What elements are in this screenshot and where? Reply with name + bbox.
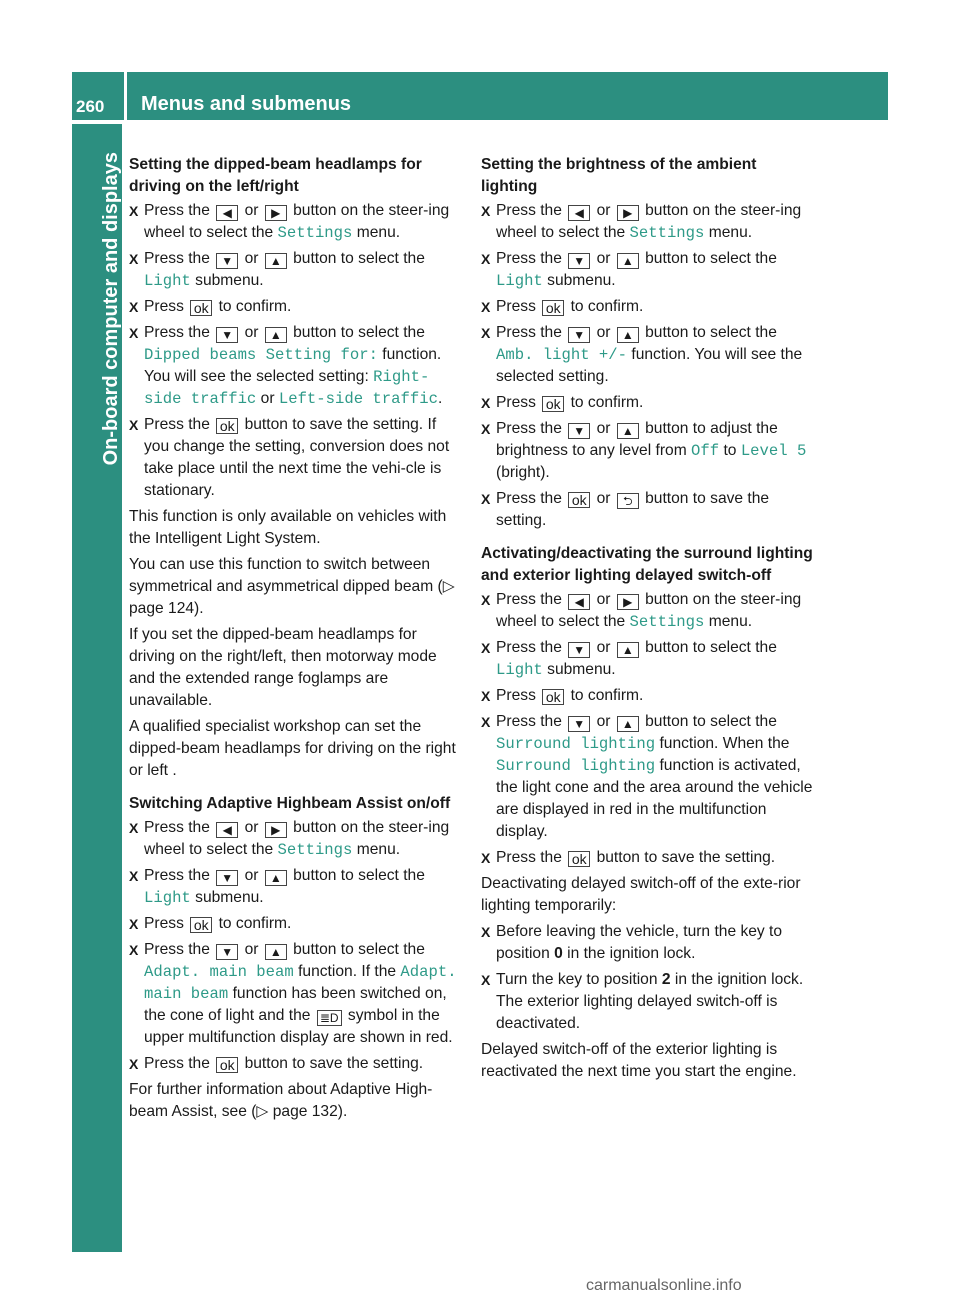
display-text: Light	[144, 272, 191, 290]
down-arrow-key-icon: ▼	[216, 944, 238, 960]
up-arrow-key-icon: ▲	[617, 423, 639, 439]
step-text: symbol in the upper multifunction display are shown in red.	[144, 1007, 453, 1046]
step-text: to confirm.	[570, 687, 644, 704]
body-paragraph: Delayed switch-off of the exterior lighting is reactivated the next time you start the engine.	[481, 1041, 797, 1080]
step-text: Press the	[144, 324, 210, 341]
right-arrow-key-icon: ▶	[265, 822, 287, 838]
up-arrow-key-icon: ▲	[265, 253, 287, 269]
step-text: Press the	[144, 819, 210, 836]
step-text: Press the	[144, 416, 210, 433]
step-text: button to save the setting.	[596, 849, 776, 866]
step-text: or	[596, 713, 611, 730]
instruction-step	[129, 322, 460, 410]
step-text: or	[244, 867, 259, 884]
instruction-step	[129, 817, 460, 861]
instruction-step	[129, 200, 460, 244]
step-arrow-icon: X	[129, 325, 139, 341]
step-text: Press the	[144, 202, 210, 219]
step-arrow-icon: X	[481, 972, 491, 988]
step-arrow-icon: X	[481, 688, 491, 704]
step-text: button to select the	[645, 250, 777, 267]
step-text: submenu.	[195, 889, 264, 906]
display-text: Amb. light +/-	[496, 346, 628, 364]
instruction-step	[129, 248, 460, 292]
step-arrow-icon: X	[481, 491, 491, 507]
display-text: Surround lighting	[496, 757, 656, 775]
step-text: If the	[361, 963, 397, 980]
left-column	[129, 154, 460, 1127]
instruction-step	[481, 322, 815, 388]
step-arrow-icon: X	[129, 1056, 139, 1072]
instruction-step	[129, 913, 460, 935]
step-text: Press the	[496, 202, 562, 219]
step-text: If you change the setting, conversion does not take place until the next time the vehi-cle is stationary.	[144, 416, 450, 499]
instruction-step	[481, 589, 815, 633]
step-text: Press the	[144, 867, 210, 884]
step-text: or	[596, 591, 611, 608]
left-arrow-key-icon: ◀	[216, 205, 238, 221]
step-text: button to select the	[293, 250, 425, 267]
ok-key-icon: ok	[542, 689, 564, 705]
up-arrow-key-icon: ▲	[617, 642, 639, 658]
step-arrow-icon: X	[481, 251, 491, 267]
display-text: Level 5	[740, 442, 807, 460]
body-paragraph: This function is only available on vehicles with the Intelligent Light System.	[129, 508, 447, 547]
ok-key-icon: ok	[190, 917, 212, 933]
step-text: menu.	[708, 224, 753, 241]
side-tab-label: On-board computer and displays	[100, 152, 122, 466]
step-text: or	[244, 250, 259, 267]
down-arrow-key-icon: ▼	[568, 716, 590, 732]
right-column	[481, 154, 815, 1087]
step-text: Press the	[496, 713, 562, 730]
down-arrow-key-icon: ▼	[216, 253, 238, 269]
display-text: Light	[496, 661, 543, 679]
instruction-step	[481, 488, 815, 532]
section-heading: Activating/deactivating the surround lighting and exterior lighting delayed switch-off	[481, 545, 813, 584]
ok-key-icon: ok	[542, 396, 564, 412]
step-text: or	[596, 250, 611, 267]
step-text: button on the steer-ing wheel to select the	[496, 591, 802, 630]
step-arrow-icon: X	[129, 868, 139, 884]
step-arrow-icon: X	[129, 820, 139, 836]
up-arrow-key-icon: ▲	[617, 253, 639, 269]
step-text: or	[260, 390, 275, 407]
step-text: button to select the	[645, 324, 777, 341]
step-text: Press the	[144, 941, 210, 958]
down-arrow-key-icon: ▼	[568, 253, 590, 269]
step-arrow-icon: X	[129, 203, 139, 219]
header-separator	[124, 72, 127, 120]
left-arrow-key-icon: ◀	[216, 822, 238, 838]
step-text: Before leaving the vehicle, turn the key to position	[496, 923, 783, 962]
instruction-step	[129, 865, 460, 909]
instruction-step	[129, 296, 460, 318]
ok-key-icon: ok	[568, 492, 590, 508]
step-text: to confirm.	[570, 298, 644, 315]
step-text: Press the	[144, 1055, 210, 1072]
step-text: button to select the	[645, 713, 777, 730]
display-text: Adapt. main beam	[144, 963, 294, 981]
display-text: Left-side traffic	[278, 390, 438, 408]
step-text: button to save the setting.	[496, 490, 770, 529]
step-text: button to select the	[645, 639, 777, 656]
step-arrow-icon: X	[129, 299, 139, 315]
step-text: or	[244, 819, 259, 836]
left-arrow-key-icon: ◀	[568, 594, 590, 610]
step-text: submenu.	[547, 272, 616, 289]
down-arrow-key-icon: ▼	[216, 870, 238, 886]
step-arrow-icon: X	[481, 714, 491, 730]
body-paragraph: A qualified specialist workshop can set the dipped-beam headlamps for driving on the right or left .	[129, 718, 456, 779]
display-text: Adapt. main beam	[144, 963, 457, 1003]
step-text: function.	[298, 963, 358, 980]
step-text: or	[596, 324, 611, 341]
step-text: Press	[144, 298, 184, 315]
step-arrow-icon: X	[129, 417, 139, 433]
display-text: Settings	[277, 224, 353, 242]
step-text: function.	[659, 735, 719, 752]
step-text: Press the	[496, 639, 562, 656]
right-arrow-key-icon: ▶	[617, 205, 639, 221]
instruction-step	[481, 200, 815, 244]
step-text: submenu.	[547, 661, 616, 678]
step-arrow-icon: X	[481, 203, 491, 219]
step-text: Press the	[496, 490, 562, 507]
down-arrow-key-icon: ▼	[568, 327, 590, 343]
down-arrow-key-icon: ▼	[216, 327, 238, 343]
step-arrow-icon: X	[129, 916, 139, 932]
instruction-step	[481, 847, 815, 869]
step-text: button on the steer-ing wheel to select the	[144, 819, 450, 858]
step-arrow-icon: X	[129, 942, 139, 958]
up-arrow-key-icon: ▲	[265, 327, 287, 343]
instruction-step	[481, 392, 815, 414]
step-text: Press the	[496, 250, 562, 267]
back-key-icon: ⮌	[617, 493, 639, 509]
ok-key-icon: ok	[216, 418, 238, 434]
step-text: button on the steer-ing wheel to select the	[496, 202, 802, 241]
step-text: button to save the setting.	[244, 1055, 424, 1072]
step-text: menu.	[356, 224, 401, 241]
step-text: Press the	[496, 591, 562, 608]
down-arrow-key-icon: ▼	[568, 642, 590, 658]
step-text: Turn the key to position	[496, 971, 658, 988]
step-text: or	[596, 202, 611, 219]
step-text: to	[723, 442, 737, 459]
body-paragraph: For further information about Adaptive High-beam Assist, see (▷ page 132).	[129, 1081, 433, 1120]
step-text: button to select the	[293, 324, 425, 341]
step-text: function.	[631, 346, 691, 363]
ok-key-icon: ok	[542, 300, 564, 316]
up-arrow-key-icon: ▲	[617, 327, 639, 343]
section-heading: Switching Adaptive Highbeam Assist on/off	[129, 795, 451, 812]
display-text: Dipped beams Setting for:	[144, 346, 378, 364]
high-beam-symbol-icon: ≣D	[317, 1010, 342, 1026]
step-text: Press the	[496, 849, 562, 866]
step-text: to confirm.	[218, 298, 292, 315]
instruction-step	[129, 414, 460, 502]
step-text: button to adjust the brightness to any level from	[496, 420, 778, 459]
step-text: The exterior lighting delayed switch-off is deactivated.	[496, 993, 778, 1032]
step-arrow-icon: X	[481, 421, 491, 437]
step-text: to confirm.	[570, 394, 644, 411]
body-paragraph: Deactivating delayed switch-off of the exte-rior lighting temporarily:	[481, 875, 801, 914]
step-text: Press the	[496, 420, 562, 437]
step-text: button to select the	[293, 941, 425, 958]
step-text: or	[244, 202, 259, 219]
section-heading: Setting the brightness of the ambient lighting	[481, 156, 757, 195]
step-arrow-icon: X	[481, 924, 491, 940]
display-text: Settings	[629, 224, 705, 242]
step-text: Press the	[496, 324, 562, 341]
step-arrow-icon: X	[481, 592, 491, 608]
step-arrow-icon: X	[481, 395, 491, 411]
step-arrow-icon: X	[129, 251, 139, 267]
step-text: function.	[382, 346, 442, 363]
step-text: Press	[144, 915, 184, 932]
step-text: or	[596, 639, 611, 656]
step-text: or	[244, 324, 259, 341]
step-text: or	[596, 490, 611, 507]
ok-key-icon: ok	[216, 1057, 238, 1073]
step-text: button on the steer-ing wheel to select the	[144, 202, 450, 241]
step-text: Press	[496, 394, 536, 411]
display-text: Off	[691, 442, 720, 460]
display-text: Settings	[629, 613, 705, 631]
body-paragraph: You can use this function to switch between symmetrical and asymmetrical dipped beam (▷ page 124).	[129, 556, 455, 617]
instruction-step	[481, 296, 815, 318]
step-text: .	[437, 390, 443, 407]
section-heading: Setting the dipped-beam headlamps for driving on the left/right	[129, 156, 422, 195]
step-text: to confirm.	[218, 915, 292, 932]
step-text: (bright).	[496, 464, 550, 481]
key-position: 2	[661, 971, 671, 988]
ok-key-icon: ok	[190, 300, 212, 316]
step-arrow-icon: X	[481, 850, 491, 866]
instruction-step	[481, 921, 815, 965]
step-text: menu.	[356, 841, 401, 858]
right-arrow-key-icon: ▶	[617, 594, 639, 610]
step-text: button to select the	[293, 867, 425, 884]
instruction-step	[481, 418, 815, 484]
instruction-step	[481, 711, 815, 843]
step-text: Press	[496, 687, 536, 704]
up-arrow-key-icon: ▲	[265, 870, 287, 886]
step-text: menu.	[708, 613, 753, 630]
step-text: You will see the selected setting.	[496, 346, 803, 385]
step-arrow-icon: X	[481, 299, 491, 315]
display-text: Surround lighting	[496, 735, 656, 753]
page-number: 260	[76, 97, 105, 116]
down-arrow-key-icon: ▼	[568, 423, 590, 439]
instruction-step	[481, 969, 815, 1035]
step-arrow-icon: X	[481, 640, 491, 656]
step-text: in the ignition lock.	[674, 971, 804, 988]
instruction-step	[481, 685, 815, 707]
chapter-title: Menus and submenus	[141, 93, 352, 115]
step-text: Press	[496, 298, 536, 315]
watermark: carmanualsonline.info	[586, 1277, 742, 1294]
ok-key-icon: ok	[568, 851, 590, 867]
instruction-step	[481, 248, 815, 292]
step-text: submenu.	[195, 272, 264, 289]
display-text: Light	[496, 272, 543, 290]
left-arrow-key-icon: ◀	[568, 205, 590, 221]
step-text: or	[596, 420, 611, 437]
display-text: Right-side traffic	[144, 368, 430, 408]
step-text: function is activated, the light cone and the area around the vehicle are displayed in red in the multifunction display.	[496, 757, 813, 840]
step-text: in the ignition lock.	[567, 945, 696, 962]
step-text: You will see the selected setting:	[144, 368, 369, 385]
up-arrow-key-icon: ▲	[617, 716, 639, 732]
right-arrow-key-icon: ▶	[265, 205, 287, 221]
instruction-step	[481, 637, 815, 681]
step-text: When the	[722, 735, 790, 752]
instruction-step	[129, 939, 460, 1049]
step-text: function has been switched on, the cone of light and the	[144, 985, 447, 1024]
instruction-step	[129, 1053, 460, 1075]
up-arrow-key-icon: ▲	[265, 944, 287, 960]
display-text: Settings	[277, 841, 353, 859]
step-arrow-icon: X	[481, 325, 491, 341]
step-text: or	[244, 941, 259, 958]
step-text: button to save the setting.	[244, 416, 424, 433]
display-text: Light	[144, 889, 191, 907]
body-paragraph: If you set the dipped-beam headlamps for driving on the right/left, then motorway mode and the extended range foglamps are unavailable.	[129, 626, 437, 709]
key-position: 0	[554, 945, 563, 962]
step-text: Press the	[144, 250, 210, 267]
